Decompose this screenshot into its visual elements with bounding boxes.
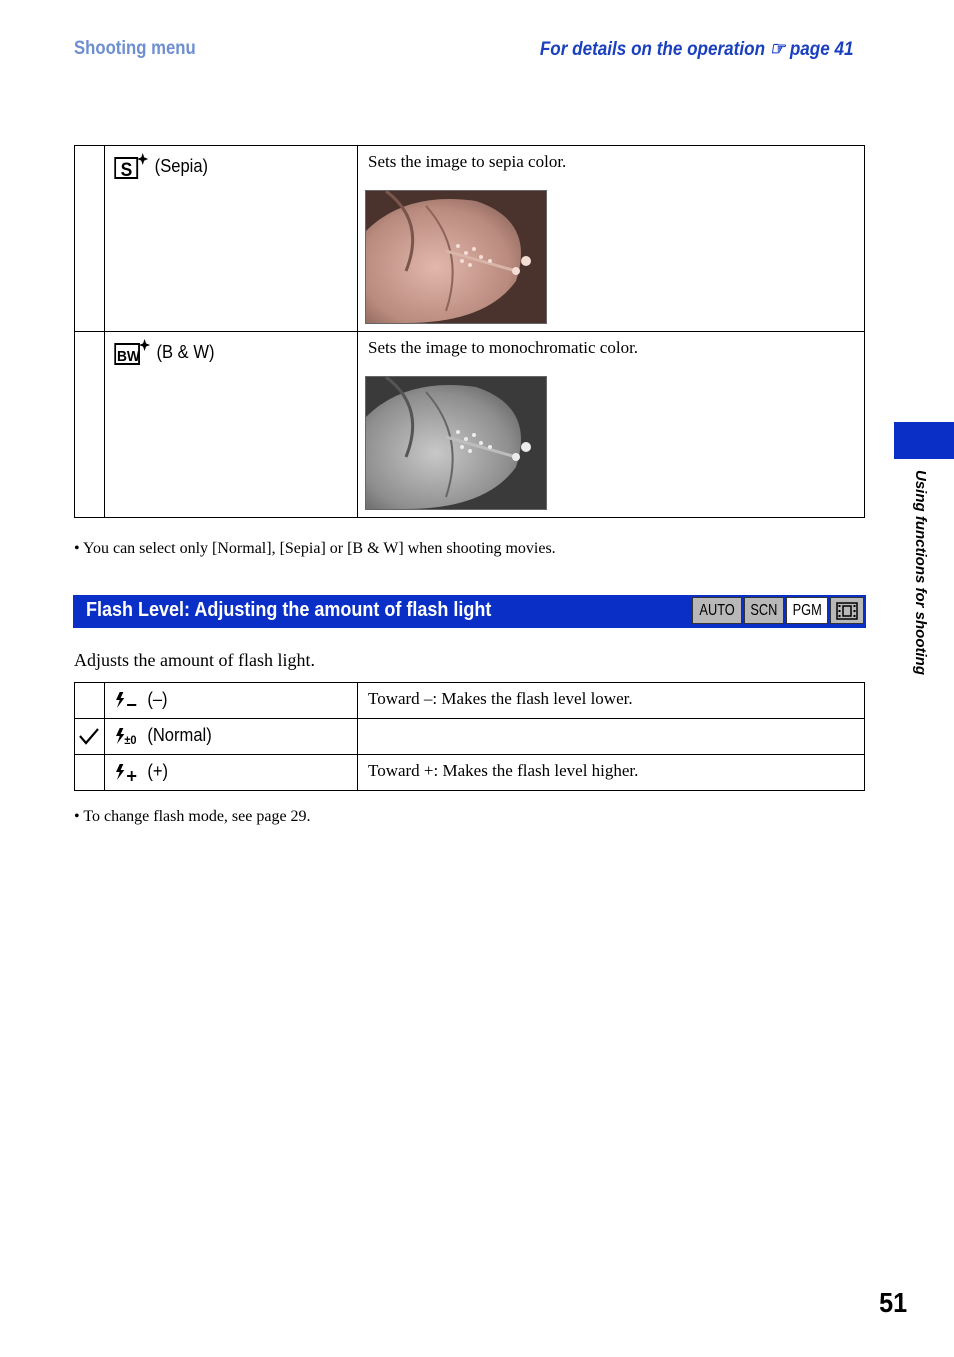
- flash-intro-text: Adjusts the amount of flash light.: [74, 650, 315, 670]
- flash-normal-label: (Normal): [147, 725, 212, 745]
- section-header: Shooting menu: [74, 38, 196, 59]
- name-cell: [105, 332, 358, 518]
- flash-level-title: Flash Level: Adjusting the amount of flash light: [86, 599, 492, 621]
- svg-text:BW: BW: [116, 348, 140, 366]
- flash-minus-icon: [114, 690, 142, 710]
- description-cell: [358, 146, 865, 332]
- table-row: [75, 332, 865, 518]
- name-cell: [105, 683, 358, 719]
- check-cell: [75, 755, 105, 791]
- description-cell: [358, 755, 865, 791]
- color-mode-table: [74, 145, 865, 518]
- sepia-label: (Sepia): [154, 155, 209, 176]
- movie-mode-badge: [830, 597, 864, 624]
- name-cell: [105, 719, 358, 755]
- bw-description: Sets the image to monochromatic color.: [368, 338, 639, 357]
- sepia-icon: [114, 152, 149, 180]
- sepia-sample-photo: [365, 190, 547, 324]
- description-cell: [358, 332, 865, 518]
- checkmark-icon: [78, 726, 100, 746]
- flash-plus-description: Toward +: Makes the flash level higher.: [368, 761, 639, 780]
- name-cell: [105, 755, 358, 791]
- check-cell: [75, 332, 105, 518]
- flash-plus-label: (+): [147, 761, 169, 781]
- flash-minus-label: (–): [147, 689, 168, 709]
- table-row: [75, 146, 865, 332]
- check-cell: [75, 146, 105, 332]
- pgm-mode-badge: PGM: [786, 597, 828, 624]
- flash-mode-note: • To change flash mode, see page 29.: [74, 808, 311, 825]
- description-cell: [358, 683, 865, 719]
- check-cell: [75, 683, 105, 719]
- side-tab-label: Using functions for shooting: [912, 470, 929, 675]
- flash-plus-icon: [114, 762, 142, 782]
- name-cell: [105, 146, 358, 332]
- movie-film-icon: [836, 602, 858, 620]
- sepia-description: Sets the image to sepia color.: [368, 152, 567, 171]
- side-tab: [894, 422, 954, 459]
- flash-normal-icon: [114, 726, 142, 746]
- svg-text:±0: ±0: [124, 734, 137, 746]
- flash-level-table: [74, 682, 865, 791]
- flash-level-section-bar: [73, 595, 866, 628]
- table-row: [75, 683, 865, 719]
- bw-label: (B & W): [156, 341, 215, 362]
- table-row: [75, 755, 865, 791]
- table-row: [75, 719, 865, 755]
- flash-normal-description: [358, 719, 864, 725]
- description-cell: [358, 719, 865, 755]
- bw-icon: [114, 338, 151, 366]
- svg-text:S: S: [120, 158, 133, 180]
- auto-mode-badge: AUTO: [692, 597, 742, 624]
- flash-minus-description: Toward –: Makes the flash level lower.: [368, 689, 633, 708]
- bw-sample-photo: [365, 376, 547, 510]
- check-cell: [75, 719, 105, 755]
- details-header: For details on the operation ☞ page 41: [540, 39, 854, 60]
- movies-note: • You can select only [Normal], [Sepia] or [B & W] when shooting movies.: [74, 540, 556, 557]
- scn-mode-badge: SCN: [744, 597, 784, 624]
- page-number: 51: [878, 1287, 907, 1318]
- shooting-mode-badges: [692, 597, 864, 624]
